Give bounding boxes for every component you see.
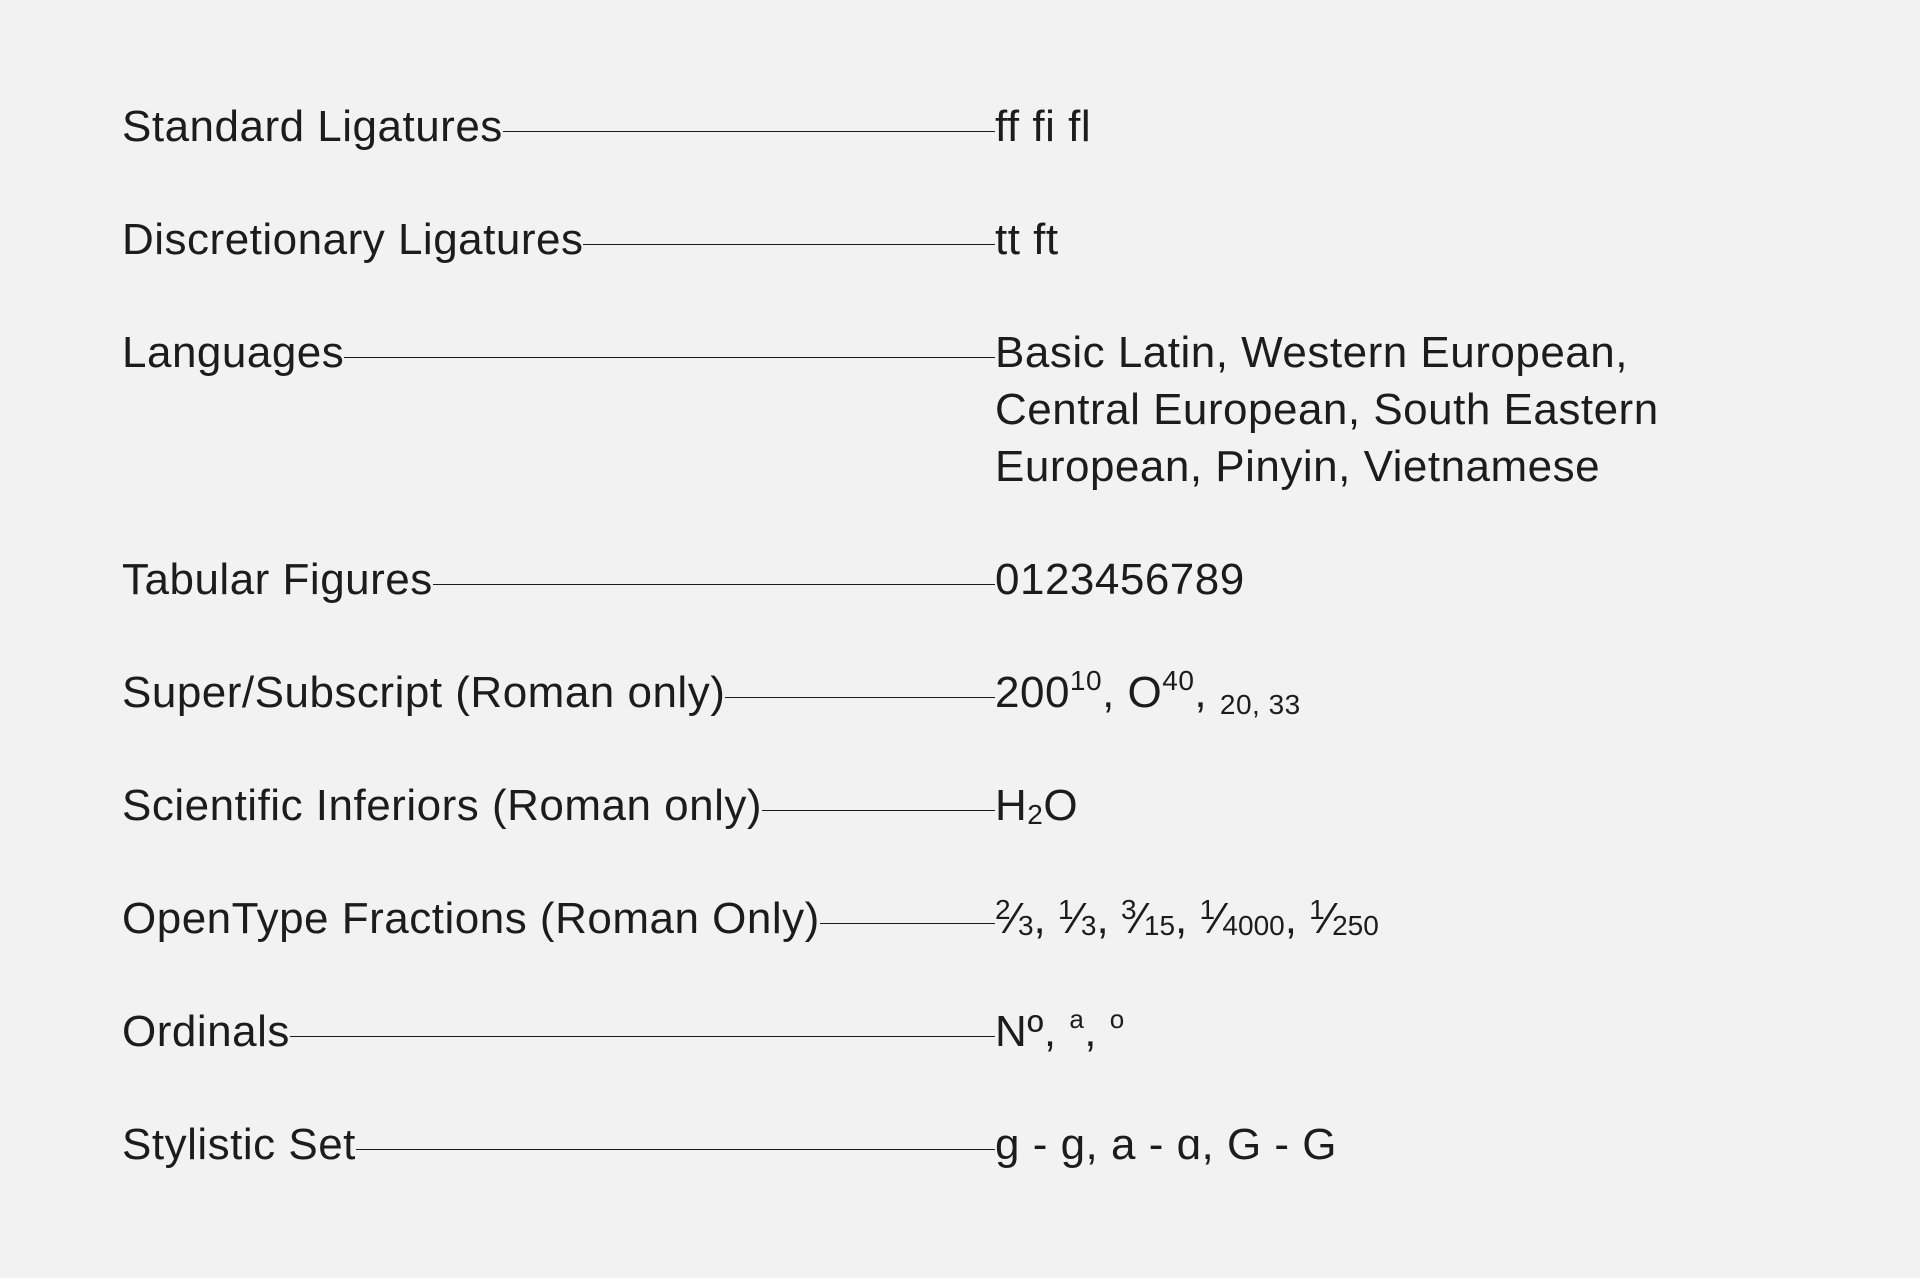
leader-line xyxy=(583,244,995,245)
leader-line xyxy=(503,131,995,132)
base-text: O xyxy=(1127,668,1163,717)
numero-sign: Nº xyxy=(995,1007,1044,1056)
feature-row-super-subscript xyxy=(122,664,1822,721)
feature-label: Tabular Figures xyxy=(122,555,433,604)
separator: , xyxy=(1252,689,1269,720)
feature-label: Standard Ligatures xyxy=(122,102,503,151)
feature-value xyxy=(995,324,1659,495)
feature-label: Discretionary Ligatures xyxy=(122,215,584,264)
numerator: 1 xyxy=(1057,894,1074,925)
inferior: 2 xyxy=(1027,799,1044,830)
feature-value: ff fi fl xyxy=(995,102,1092,151)
base-text: 200 xyxy=(995,668,1070,717)
numerator: 1 xyxy=(1199,894,1216,925)
leader-line xyxy=(762,810,995,811)
feature-row-stylistic-set xyxy=(122,1116,1822,1173)
label-area xyxy=(122,664,995,721)
feature-row-tabular-figures xyxy=(122,551,1822,608)
feature-value: 0123456789 xyxy=(995,555,1245,604)
feature-label: Languages xyxy=(122,328,345,377)
separator: , xyxy=(1033,894,1058,943)
leader-line xyxy=(290,1036,995,1037)
denominator: 4000 xyxy=(1222,910,1285,941)
feature-row-languages xyxy=(122,324,1822,495)
fraction xyxy=(995,894,1034,943)
value-line: Central European, South Eastern xyxy=(995,385,1659,434)
numerator: 3 xyxy=(1120,894,1137,925)
fraction-slash: ⁄ xyxy=(1215,894,1223,943)
denominator: 250 xyxy=(1332,910,1379,941)
denominator: 3 xyxy=(1080,910,1097,941)
feature-value: g - g, a - ɑ, G - G xyxy=(995,1120,1338,1169)
ordinal-a: a xyxy=(1069,1004,1085,1034)
separator: , xyxy=(1102,668,1128,717)
label-area xyxy=(122,98,995,155)
base-text: H xyxy=(995,781,1028,830)
feature-row-discretionary-ligatures xyxy=(122,211,1822,268)
label-area xyxy=(122,211,995,268)
label-area xyxy=(122,777,995,834)
value-line: Basic Latin, Western European, xyxy=(995,328,1628,377)
label-area xyxy=(122,551,995,608)
label-area xyxy=(122,1003,995,1060)
separator: , xyxy=(1175,894,1200,943)
leader-line xyxy=(820,923,995,924)
fraction-slash: ⁄ xyxy=(1136,894,1144,943)
label-area xyxy=(122,890,995,947)
fraction xyxy=(1121,894,1175,943)
label-area xyxy=(122,1116,995,1173)
separator: , xyxy=(1096,894,1121,943)
leader-line xyxy=(344,357,995,358)
feature-label: Ordinals xyxy=(122,1007,290,1056)
value-line: European, Pinyin, Vietnamese xyxy=(995,442,1601,491)
fraction xyxy=(1058,894,1097,943)
subscript: 20 xyxy=(1219,689,1253,720)
subscript: 33 xyxy=(1268,689,1301,720)
numerator: 2 xyxy=(995,894,1011,925)
feature-row-scientific-inferiors xyxy=(122,777,1822,834)
superscript: 10 xyxy=(1069,665,1103,696)
feature-row-ordinals xyxy=(122,1003,1822,1060)
separator: , xyxy=(1194,668,1220,717)
feature-label: Super/Subscript (Roman only) xyxy=(122,668,726,717)
denominator: 3 xyxy=(1017,910,1034,941)
feature-value: tt ft xyxy=(995,215,1059,264)
superscript: 40 xyxy=(1162,665,1195,696)
feature-label: Stylistic Set xyxy=(122,1120,356,1169)
leader-line xyxy=(725,697,995,698)
fractions-value xyxy=(995,890,1379,947)
feature-value xyxy=(995,1003,1125,1060)
fraction-slash: ⁄ xyxy=(1073,894,1081,943)
denominator: 15 xyxy=(1143,910,1176,941)
feature-label: Scientific Inferiors (Roman only) xyxy=(122,781,763,830)
base-text: O xyxy=(1043,781,1079,830)
ordinal-o: o xyxy=(1109,1004,1125,1034)
fraction xyxy=(1199,894,1284,943)
separator: , xyxy=(1084,1007,1110,1056)
numerator: 1 xyxy=(1309,894,1325,925)
leader-line xyxy=(433,584,995,585)
separator: , xyxy=(1043,1007,1070,1056)
separator: , xyxy=(1284,894,1310,943)
leader-line xyxy=(356,1149,995,1150)
fraction-slash: ⁄ xyxy=(1010,894,1018,943)
label-area xyxy=(122,324,995,381)
fraction-slash: ⁄ xyxy=(1324,894,1333,943)
feature-row-standard-ligatures xyxy=(122,98,1822,155)
fraction xyxy=(1309,894,1379,943)
feature-row-opentype-fractions xyxy=(122,890,1822,947)
feature-value xyxy=(995,777,1078,834)
feature-value xyxy=(995,664,1301,721)
feature-label: OpenType Fractions (Roman Only) xyxy=(122,894,820,943)
